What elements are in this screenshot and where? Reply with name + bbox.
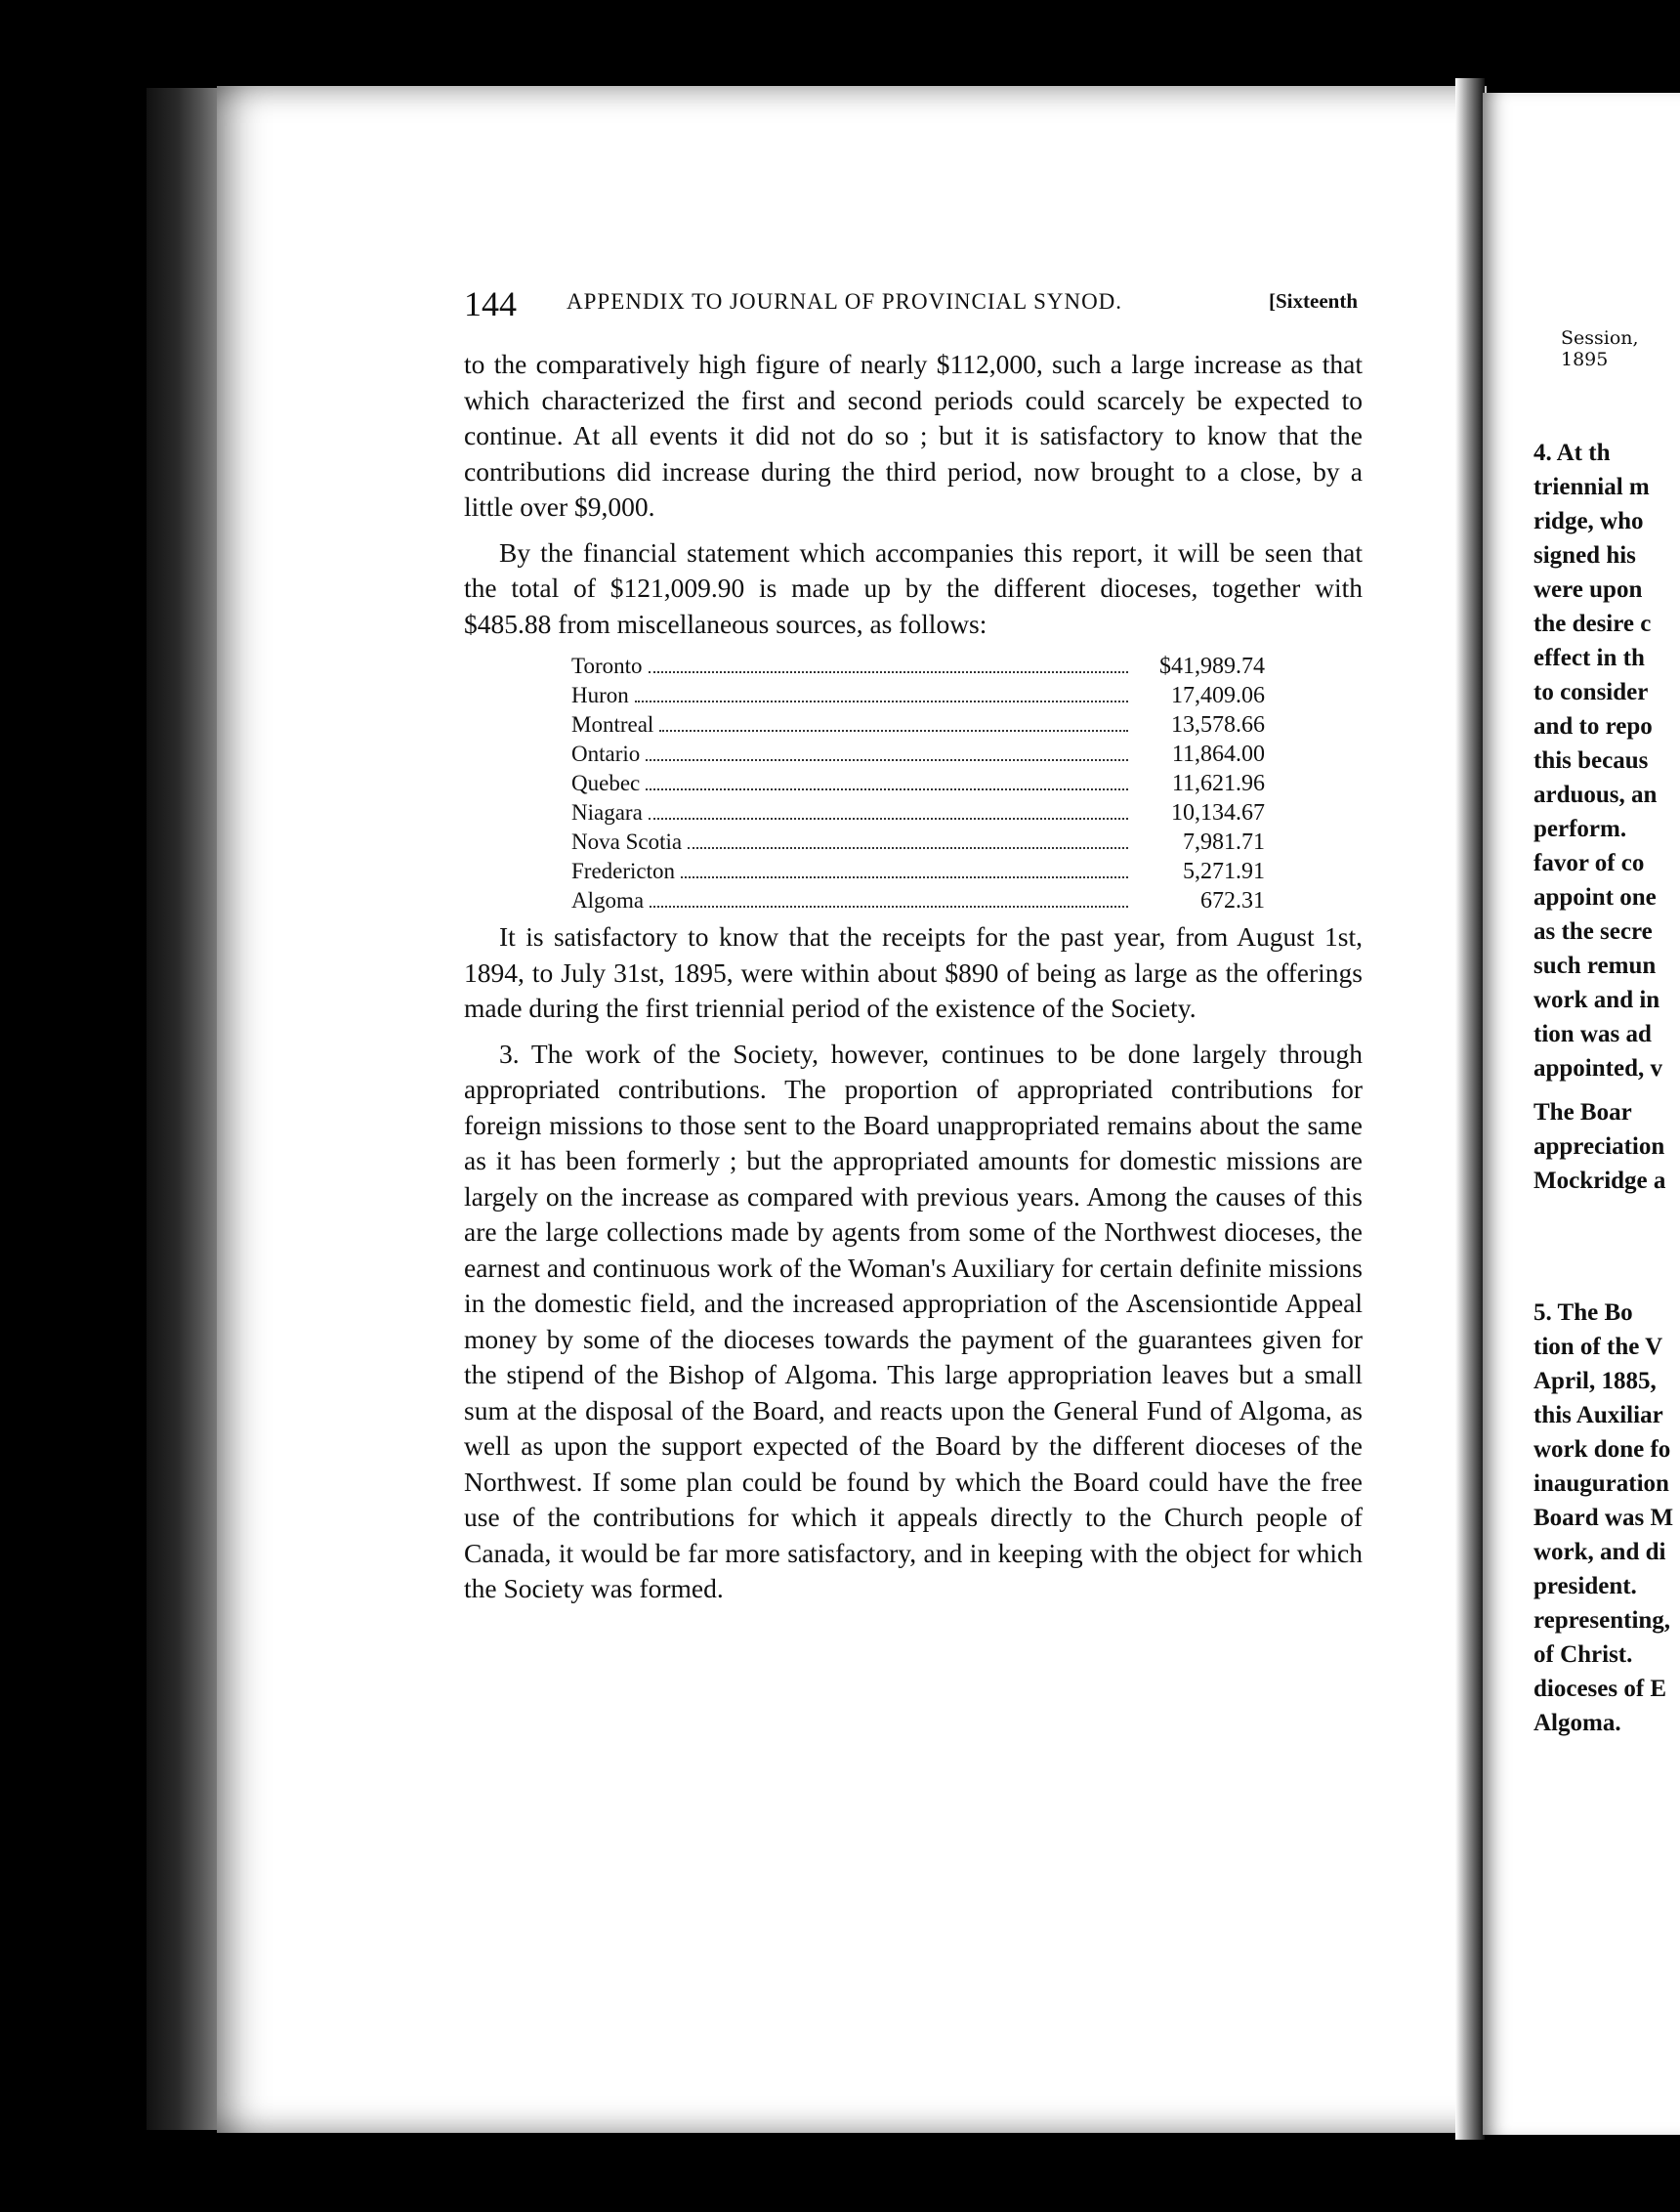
right-page <box>1483 93 1680 2135</box>
text-line: were upon <box>1533 576 1643 603</box>
text-line: signed his <box>1533 542 1636 569</box>
paragraph: 3. The work of the Society, however, continues to be done largely through appropriated contributions. The proportion of appropriated contributions for foreign missions to those sent to the Board unappropriated remains about the same as it has been formerly ; but the appropriated amounts for domestic missions are largely on the increase as compared with previous years. Among the causes of this are the large collections made by agents from some of the Northwest dioceses, the earnest and continuous work of the Woman's Auxiliary for certain definite missions in the domestic field, and the increased appropriation of the Ascensiontide Appeal money by some of the dioceses towards the payment of the guarantees given for the stipend of the Bishop of Algoma. This large appropriation leaves but a small sum at the disposal of the Board, and reacts upon the General Fund of Algoma, as well as upon the support expected of the Board by the different dioceses of the Northwest. If some plan could be found by which the Board could have the free use of the contributions for which it appeals directly to the Church people of Canada, it would be far more satisfactory, and in keeping with the object for which the Society was formed. <box>464 1038 1363 1603</box>
text-line: work and in <box>1533 987 1660 1013</box>
text-line: appoint one <box>1533 884 1657 911</box>
text-line: Board was M <box>1533 1505 1674 1531</box>
text-line: of Christ. <box>1533 1641 1633 1668</box>
diocese-amount: $41,989.74 <box>1159 654 1265 679</box>
table-row <box>571 769 1265 798</box>
table-row <box>571 798 1265 828</box>
paragraph: It is satisfactory to know that the receipts for the past year, from August 1st, 1894, to July 31st, 1895, were within about $890 of being as large as the offerings made during the first triennial period of the existence of the Society. <box>464 921 1363 1023</box>
table-row <box>571 828 1265 857</box>
text-line: arduous, an <box>1533 782 1658 808</box>
diocese-name: Algoma <box>571 888 645 913</box>
text-line: this becaus <box>1533 747 1649 774</box>
diocese-amount: 11,864.00 <box>1171 742 1265 767</box>
running-title: APPENDIX TO JOURNAL OF PROVINCIAL SYNOD. <box>567 289 1123 314</box>
diocese-amount: 11,621.96 <box>1171 771 1265 796</box>
right-running-note: Session, 1895 <box>1561 327 1639 370</box>
diocese-amount: 10,134.67 <box>1171 800 1265 826</box>
diocese-amount: 7,981.71 <box>1183 830 1265 855</box>
table-row <box>571 886 1265 915</box>
text-line: to consider <box>1533 679 1649 705</box>
table-row <box>571 740 1265 769</box>
page-number: 144 <box>464 284 517 323</box>
text-line: tion of the V <box>1533 1334 1663 1360</box>
text-line: Mockridge a <box>1533 1168 1666 1194</box>
text-line: 5. The Bo <box>1533 1299 1633 1326</box>
text-line: The Boar <box>1533 1099 1632 1126</box>
diocese-name: Huron <box>571 683 629 707</box>
leader-dots <box>646 759 1128 761</box>
text-line: appreciation <box>1533 1133 1665 1160</box>
text-line: representing, <box>1533 1607 1671 1634</box>
diocese-name: Toronto <box>571 654 643 678</box>
diocese-name: Niagara <box>571 800 643 825</box>
page-gutter <box>1455 78 1485 2140</box>
text-line: work, and di <box>1533 1539 1666 1565</box>
text-line: appointed, v <box>1533 1055 1662 1082</box>
text-line: effect in th <box>1533 645 1645 671</box>
leader-dots <box>650 906 1128 908</box>
text-line: Algoma. <box>1533 1710 1621 1736</box>
paragraph: By the financial statement which accompanies this report, it will be seen that the total of $121,009.90 is made up by the different dioceses, together with $485.88 from miscellaneous sources, as follows: <box>464 536 1363 639</box>
table-row <box>571 681 1265 710</box>
diocese-amount: 13,578.66 <box>1171 712 1265 738</box>
text-line: ridge, who <box>1533 508 1644 534</box>
book-spine-shadow <box>147 88 225 2130</box>
leader-dots <box>649 671 1129 673</box>
text-line: inauguration <box>1533 1470 1669 1497</box>
running-note: [Sixteenth <box>1269 289 1358 313</box>
text-line: this Auxiliar <box>1533 1402 1663 1428</box>
table-row <box>571 652 1265 681</box>
text-line: the desire c <box>1533 611 1652 637</box>
leader-dots <box>649 818 1128 820</box>
leader-dots <box>688 847 1128 849</box>
diocese-name: Ontario <box>571 742 641 766</box>
text-line: president. <box>1533 1573 1637 1599</box>
diocese-amount: 17,409.06 <box>1171 683 1265 708</box>
text-line: as the secre <box>1533 918 1653 945</box>
text-line: dioceses of E <box>1533 1676 1667 1702</box>
text-line: and to repo <box>1533 713 1653 740</box>
text-line: such remun <box>1533 953 1657 979</box>
text-line: favor of co <box>1533 850 1645 876</box>
page-header <box>464 283 1363 322</box>
text-line: 4. At th <box>1533 440 1611 466</box>
text-line: triennial m <box>1533 474 1650 500</box>
leader-dots <box>646 788 1128 790</box>
leader-dots <box>635 701 1128 702</box>
diocese-name: Nova Scotia <box>571 830 683 854</box>
leader-dots <box>681 876 1128 878</box>
leader-dots <box>659 730 1128 732</box>
text-line: tion was ad <box>1533 1021 1652 1047</box>
diocese-name: Fredericton <box>571 859 676 883</box>
diocese-amount: 5,271.91 <box>1183 859 1265 884</box>
text-line: perform. <box>1533 816 1627 842</box>
diocese-name: Montreal <box>571 712 654 737</box>
table-row <box>571 857 1265 886</box>
body-text <box>464 347 1363 1617</box>
diocese-amount: 672.31 <box>1200 888 1265 914</box>
diocese-name: Quebec <box>571 771 641 795</box>
diocese-contributions-table <box>571 652 1265 915</box>
text-line: work done fo <box>1533 1436 1671 1463</box>
text-line: April, 1885, <box>1533 1368 1657 1394</box>
table-row <box>571 710 1265 740</box>
paragraph: to the comparatively high figure of nearly $112,000, such a large increase as that which characterized the first and second periods could scarcely be expected to continue. At all events it did not do so ; but it is satisfactory to know that the contributions did increase during the third period, now brought to a close, by a little over $9,000. <box>464 349 1363 522</box>
